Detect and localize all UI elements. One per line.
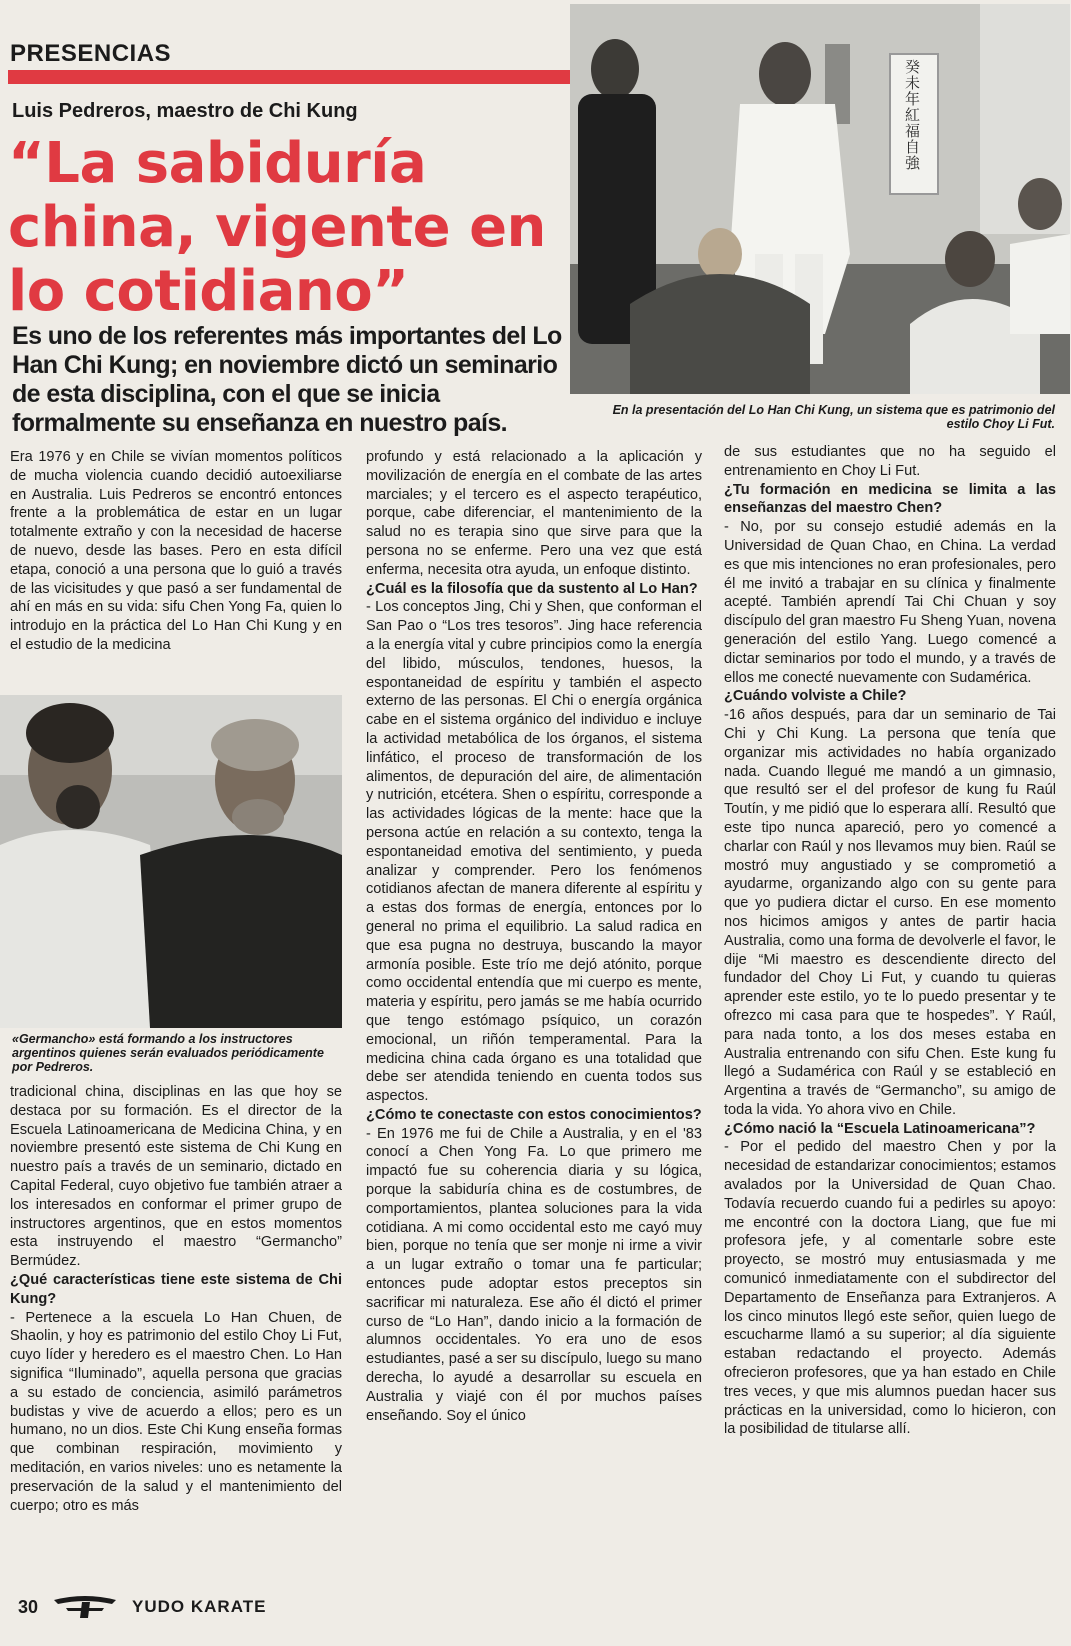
paragraph: Era 1976 y en Chile se vivían momentos políticos de mucha violencia cuando decidió autoexiliarse en Australia. Luis Pedreros se encontró entonces frente a la problemática de estar en un lugar totalmente extraño y con la necesidad de hacerse de nuevo, desde las bases. Pero en esta difícil etapa, conoció a una persona que lo guió a través de las vicisitudes y que pasó a ser fundamental de ahí en más en su vida: sifu Chen Yong Fa, quien lo introdujo en la práctica del Lo Han Chi Kung y en el estudio de la medicina (10, 449, 342, 653)
column-3 (724, 443, 1056, 1439)
interview-question: ¿Cómo nació la “Escuela Latinoamericana”? (724, 1120, 1036, 1137)
page-footer (18, 1590, 266, 1624)
magazine-logo-icon (52, 1594, 118, 1620)
page-number: 30 (18, 1596, 39, 1617)
paragraph: profundo y está relacionado a la aplicación y movilización de energía en el combate de las artes marciales; y el tercero es el aspecto terapéutico, porque, cabe diferenciar, el mantenimiento de la salud no es terapia sino que sirve para que la persona no se enferme. Pero una vez que está enferma, necesita otra ayuda, un enfoque distinto. (366, 449, 702, 578)
kicker: Luis Pedreros, maestro de Chi Kung (12, 100, 358, 122)
column-1-bottom (10, 1083, 342, 1515)
calligraphy-scroll: 癸未年紅福自強 (905, 58, 921, 172)
paragraph: - Pertenece a la escuela Lo Han Chuen, de Shaolin, y hoy es patrimonio del estilo Choy Li Fut, cuyo líder y heredero es el maestro Chen. Lo Han significa “Iluminado”, aquella persona que gracias a su estado de conciencia, asimiló parámetros budistas y vive de acuerdo a ellos; pero es un humano, no un dios. Este Chi Kung enseña formas que combinan respiración, movimiento y meditación, en varios niveles: uno es netamente la preservación de la salud y el mantenimiento del cuerpo; otro es más (10, 1309, 342, 1514)
paragraph: - Los conceptos Jing, Chi y Shen, que conforman el San Pao o “Los tres tesoros”. Jing hace referencia a la energía vital y cubre principios como la energía del libido, músculos, tendones, huesos, la espontaneidad de espíritu y también el aspecto externo de las personas. El Chi o energía orgánica cabe en el sistema orgánico del individuo e incluye la actividad metabólica de los órganos, el sistema linfático, el proceso de transformación de los alimentos, de depuración del aire, de alimentación y nutrición, etcétera. Shen o espíritu, corresponde a las actividades lógicas de la mente: hace que la persona actúe en relación a su contexto, tenga la espontaneidad emotiva del sentimiento, y pueda analizar y comprender. Pero los fenómenos cotidianos afectan de manera diferente al espíritu y a estas dos formas de energía, entonces por lo general no prima el equilibrio. La salud radica en que esa pugna no destruya, buscando la mayor armonía posible. Este trío me dejó atónito, porque como occidental entendía que mi cuerpo es mente, materia y espíritu, pero jamás se me había ocurrido que tengo estómago psíquico, un corazón emocional, un riñón temperamental. Para la medicina china cada órgano es una totalidad que debe ser atendida teniendo en cuenta todos sus aspectos. (366, 599, 702, 1105)
seminar-photo-illustration (570, 4, 1070, 394)
interview-question: ¿Tu formación en medicina se limita a las enseñanzas del maestro Chen? (724, 481, 1056, 517)
interview-question: ¿Cuál es la filosofía que da sustento al Lo Han? (366, 580, 698, 597)
section-label: PRESENCIAS (10, 40, 172, 67)
seminar-photo (570, 4, 1070, 394)
seminar-photo-caption: En la presentación del Lo Han Chi Kung, un sistema que es patrimonio del estilo Choy Li Fut. (612, 403, 1055, 431)
column-2 (366, 448, 702, 1425)
deck: Es uno de los referentes más importantes del Lo Han Chi Kung; en noviembre dictó un seminario de esta disciplina, con el que se inicia formalmente su enseñanza en nuestro país. (12, 322, 562, 437)
paragraph: - En 1976 me fui de Chile a Australia, y en el '83 conocí a Chen Yong Fa. Lo que primero me impactó fue su coherencia diaria y su lógica, porque la sabiduría china es de costumbres, de comportamientos, plantea soluciones para la vida cotidiana. A mi como occidental esto me cayó muy bien, porque no tenía que ser monje ni irme a vivir a un lugar extraño o tomar una fe particular; entonces pude adoptar estos preceptos sin sacrificar mi naturaleza. Ese año él dictó el primer curso de “Lo Han”, dando inicio a la formación de alumnos occidentales. Yo era uno de esos estudiantes, pasé a ser su discípulo, luego su mano derecha, lo ayudé a desarrollar su escuela en Australia y viajé con él por muchos países enseñando. Soy el único (366, 1125, 702, 1424)
magazine-name: YUDO KARATE (132, 1597, 267, 1616)
portrait-photo (0, 695, 342, 1028)
column-1-top (10, 448, 342, 655)
paragraph: -16 años después, para dar un seminario de Tai Chi y Chi Kung. La persona que tenía que organizar mis actividades no había organizado nada. Cuando llegué me mandó a un gimnasio, que resultó ser el del profesor de kung fu Raúl Toutín, y me pidió que lo esperara allí. Resultó que este tipo nunca apareció, pero yo comencé a charlar con Raúl y nos llevamos muy bien. Raúl se mostró muy angustiado y se comprometió a ayudarme, organizando algo con su gente para que yo pudiera dictar el curso. En ese momento nos hicimos amigos y antes de partir hacia Australia, como una forma de devolverle el favor, le dije “Mi maestro es descendiente directo del fundador del Choy Li Fut, y cuando tu quieras aprender este estilo, yo te lo puedo presentar y te ofrezco mi casa para que te hospedes”. Y Raúl, para nada tonto, a los dos meses estaba en Australia entrenando con sifu Chen. Este kung fu llegó a Sudamérica con Raúl y se estableció en Argentina a través de “Germancho”, su amigo de toda la vida. Yo ahora vivo en Chile. (724, 707, 1056, 1118)
interview-question: ¿Cómo te conectaste con estos conocimientos? (366, 1106, 702, 1123)
interview-question: ¿Cuándo volviste a Chile? (724, 688, 907, 705)
paragraph: de sus estudiantes que no ha seguido el entrenamiento en Choy Li Fut. (724, 444, 1056, 479)
interview-question: ¿Qué características tiene este sistema de Chi Kung? (10, 1271, 342, 1307)
section-rule (8, 70, 570, 84)
portrait-photo-illustration (0, 695, 342, 1028)
portrait-photo-caption: «Germancho» está formando a los instructores argentinos quienes serán evaluados periódicamente por Pedreros. (12, 1032, 324, 1074)
paragraph: - No, por su consejo estudié además en la Universidad de Quan Chao, en China. La verdad es que mis intenciones no eran profesionales, pero él me invitó a trabajar en su clínica y finalmente acepté. También aprendí Tai Chi Chuan y soy discípulo del gran maestro Fu Sheng Yuan, novena generación del estilo Yang. Luego comencé a dictar seminarios por todo el mundo, y a través de ellos me conecté nuevamente con Sudamérica. (724, 519, 1056, 686)
paragraph: tradicional china, disciplinas en las que hoy se destaca por su formación. Es el director de la Escuela Latinoamericana de Medicina China, y en noviembre presentó este sistema de Chi Kung en nuestro país a través de un seminario, dictado en Capital Federal, cuyo objetivo fue también atraer a los interesados en conformar el primer grupo de instructores argentinos, que en estos momentos esta instruyendo el maestro “Germancho” Bermúdez. (10, 1084, 342, 1270)
paragraph: - Por el pedido del maestro Chen y por la necesidad de estandarizar conocimientos; estamos avalados por la Universidad de Quan Chao. Todavía recuerdo cuando fui a pedirles su apoyo: me encontré con la doctora Liang, que fue mi profesora jefe, y al comentarle sobre este proyecto, se mostró muy entusiasmada y me comunicó inmediatamente con el subdirector del Departamento de Enseñanza para Extranjeros. A los cinco minutos llegó este señor, quien luego de escucharme llamó a su superior; al día siguiente estaban redactando el proyecto. Además ofrecieron profesores, que ya han estado en Chile tres veces, y que mis alumnos puedan hacer sus prácticas en la universidad, como lo hicieron, con la posibilidad de titularse allí. (724, 1139, 1056, 1438)
headline: “La sabiduría china, vigente en lo cotidiano” (8, 131, 546, 324)
